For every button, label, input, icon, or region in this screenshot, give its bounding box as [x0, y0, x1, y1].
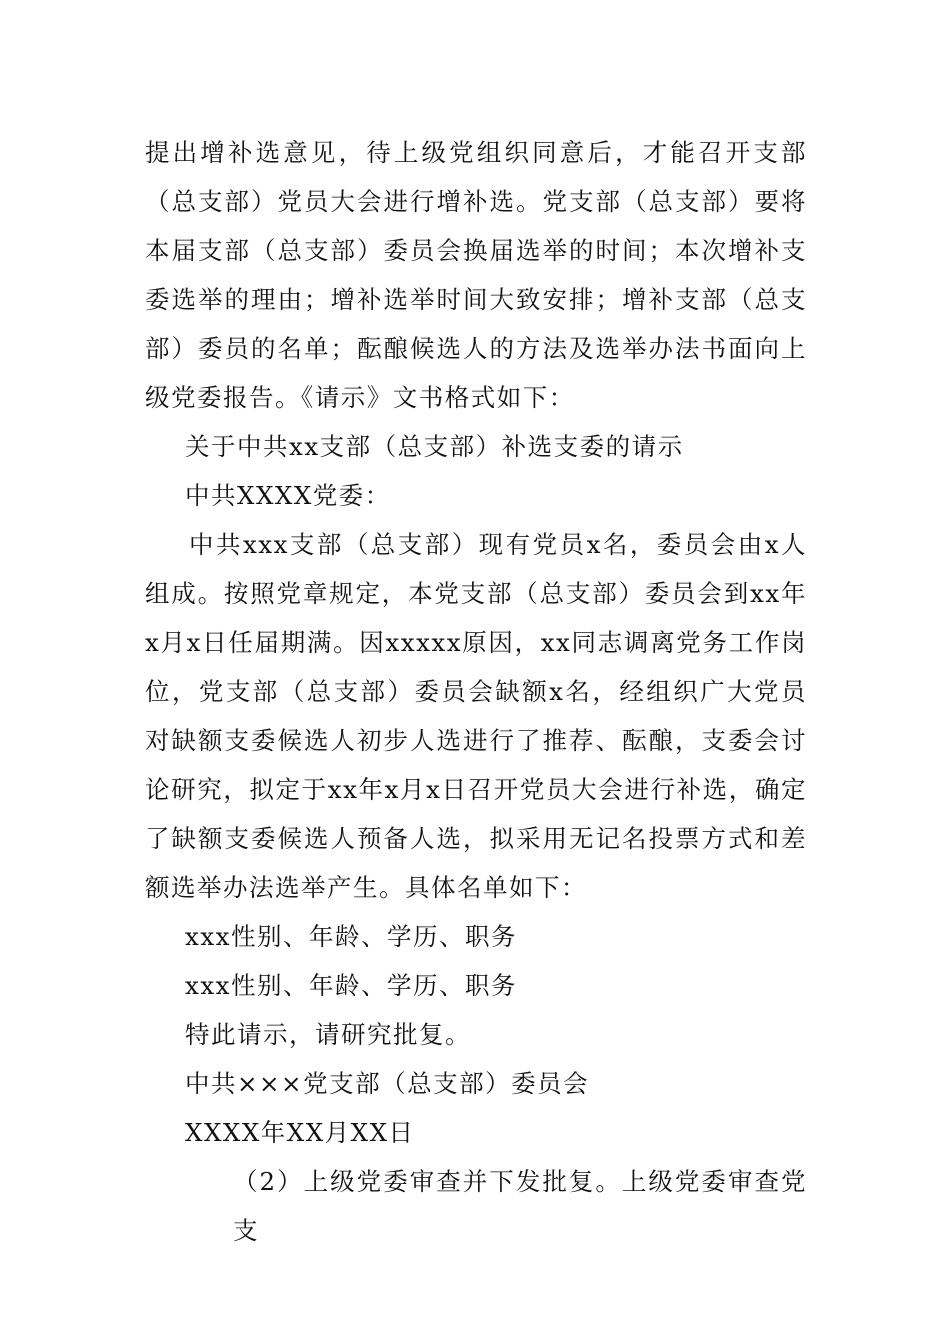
paragraph-request-body: 中共xxx支部（总支部）现有党员x名，委员会由x人组成。按照党章规定，本党支部（总支部）委员会到xx年x月x日任届期满。因xxxxx原因，xx同志调离党务工作岗位，党支部（总支部）委员会缺额x名，经组织广大党员对缺额支委候选人初步人选进行了推荐、酝酿，支委会讨论研究，拟定于xx年x月x日召开党员大会进行补选，确定了缺额支委候选人预备人选，拟采用无记名投票方式和差额选举办法选举产生。具体名单如下： — [145, 530, 807, 902]
candidate-line-2: xxx性别、年龄、学历、职务 — [185, 971, 517, 1000]
closing-line: 特此请示，请研究批复。 — [185, 1020, 471, 1049]
candidate-line-1: xxx性别、年龄、学历、职务 — [185, 922, 517, 951]
document-body — [145, 128, 807, 1255]
addressee: 中共XXXX党委： — [185, 481, 391, 510]
signature-organization: 中共×××党支部（总支部）委员会 — [185, 1069, 590, 1098]
request-title: 关于中共xx支部（总支部）补选支委的请示 — [185, 432, 684, 461]
paragraph-intro: 提出增补选意见，待上级党组织同意后，才能召开支部（总支部）党员大会进行增补选。党支部（总支部）要将本届支部（总支部）委员会换届选举的时间；本次增补支委选举的理由；增补选举时间大致安排；增补支部（总支部）委员的名单；酝酿候选人的方法及选举办法书面向上级党委报告。《请示》文书格式如下： — [145, 138, 807, 412]
signature-date: XXXX年XX月XX日 — [185, 1118, 415, 1147]
paragraph-step-2: （2）上级党委审查并下发批复。上级党委审查党支 — [233, 1167, 807, 1245]
